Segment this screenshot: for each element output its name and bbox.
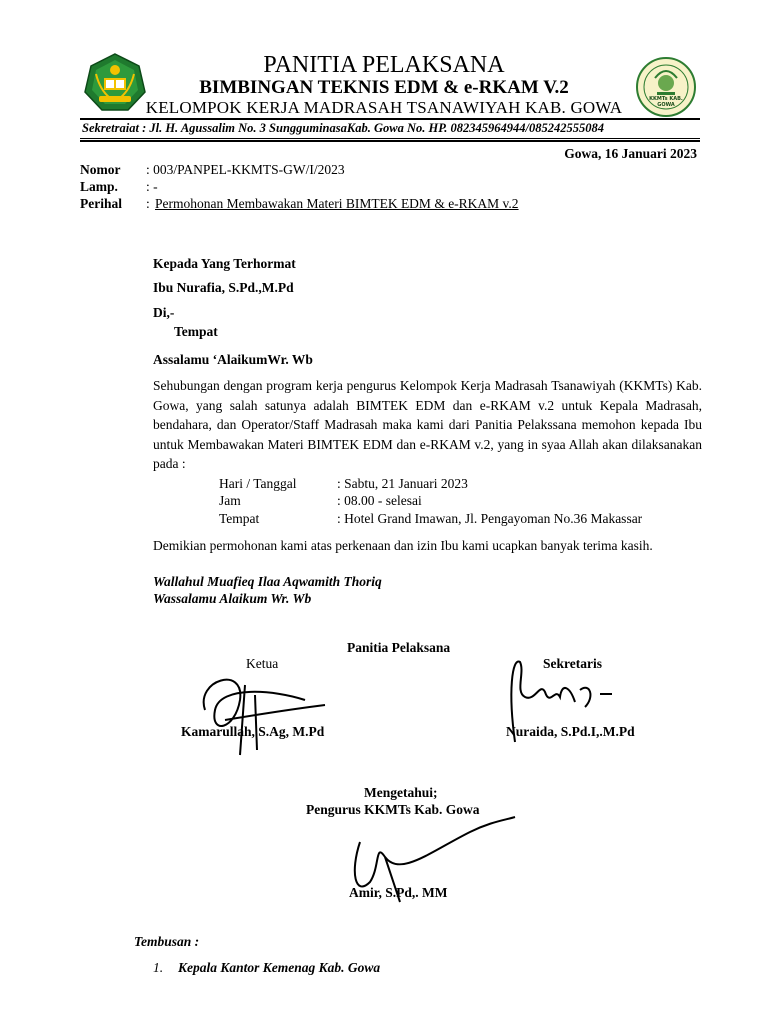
perihal-label: Perihal bbox=[80, 196, 122, 211]
header-subtitle: BIMBINGAN TEKNIS EDM & e-RKAM V.2 bbox=[199, 77, 569, 98]
event-place-label: Tempat bbox=[219, 511, 260, 526]
lamp-label: Lamp. bbox=[80, 179, 118, 194]
closing-line2: Wassalamu Alaikum Wr. Wb bbox=[153, 591, 312, 606]
kkmts-logo-text: KKMTs KAB. GOWA bbox=[649, 96, 683, 108]
cc-label: Tembusan : bbox=[134, 934, 200, 949]
committee-title: Panitia Pelaksana bbox=[347, 640, 451, 655]
chair-name: Kamarullah, S.Ag, M.Pd bbox=[181, 724, 325, 739]
secretary-title: Sekretaris bbox=[543, 656, 602, 671]
event-time-value: : 08.00 - selesai bbox=[337, 493, 422, 508]
header-title: PANITIA PELAKSANA bbox=[263, 52, 505, 78]
event-day-label: Hari / Tanggal bbox=[219, 476, 297, 491]
secretary-name: Nuraida, S.Pd.I,.M.Pd bbox=[506, 724, 635, 739]
header-address: Sekretraiat : Jl. H. Agussalim No. 3 SungguminasaKab. Gowa No. HP. 082345964944/085242555084 bbox=[82, 121, 604, 135]
closing-line1: Wallahul Muafieq Ilaa Aqwamith Thoriq bbox=[153, 574, 382, 589]
body-paragraph: Sehubungan dengan program kerja pengurus Kelompok Kerja Madrasah Tsanawiyah (KKMTs) Kab. Gowa, yang salah satunya adalah BIMTEK EDM dan e-RKAM v.2 untuk Kepala Madrasah, bendahara, dan Operator/Staff Madrasah maka kami dari Panitia Pelakssana memohon kepada Ibu untuk Membawakan Materi BIMTEK EDM dan e-RKAM v.2, yang in syaa Allah akan dilaksanakan pada : bbox=[153, 378, 702, 471]
ack-org: Pengurus KKMTs Kab. Gowa bbox=[306, 802, 480, 817]
chair-signature bbox=[185, 660, 335, 760]
letter-date: Gowa, 16 Januari 2023 bbox=[564, 146, 697, 161]
lamp-value: : - bbox=[146, 179, 158, 194]
header-rule-top bbox=[80, 118, 700, 120]
header-rule-bottom bbox=[80, 138, 700, 139]
header-org: KELOMPOK KERJA MADRASAH TSANAWIYAH KAB. GOWA bbox=[145, 98, 623, 117]
perihal-value: Permohonan Membawakan Materi BIMTEK EDM & e-RKAM v.2 bbox=[155, 196, 519, 211]
recipient-di: Di,- bbox=[153, 305, 175, 320]
recipient-name: Ibu Nurafia, S.Pd.,M.Pd bbox=[153, 280, 294, 295]
recipient-place: Tempat bbox=[174, 324, 218, 339]
recipient-to: Kepada Yang Terhormat bbox=[153, 256, 296, 271]
event-time-label: Jam bbox=[219, 493, 241, 508]
nomor-value: : 003/PANPEL-KKMTS-GW/I/2023 bbox=[146, 162, 345, 177]
ack-name: Amir, S.Pd,. MM bbox=[349, 885, 448, 900]
chair-title: Ketua bbox=[246, 656, 279, 671]
perihal-colon: : bbox=[146, 196, 150, 211]
header-rule-double bbox=[80, 140, 700, 142]
cc-item-text: Kepala Kantor Kemenag Kab. Gowa bbox=[178, 960, 381, 975]
cc-item-number: 1. bbox=[153, 960, 164, 975]
event-day-value: : Sabtu, 21 Januari 2023 bbox=[337, 476, 468, 491]
event-place-value: : Hotel Grand Imawan, Jl. Pengayoman No.36 Makassar bbox=[337, 511, 643, 526]
closing-paragraph: Demikian permohonan kami atas perkenaan dan izin Ibu kami ucapkan banyak terima kasih. bbox=[153, 538, 653, 553]
greeting: Assalamu ‘AlaikumWr. Wb bbox=[153, 352, 313, 367]
nomor-label: Nomor bbox=[80, 162, 121, 177]
ack-label: Mengetahui; bbox=[364, 785, 438, 800]
